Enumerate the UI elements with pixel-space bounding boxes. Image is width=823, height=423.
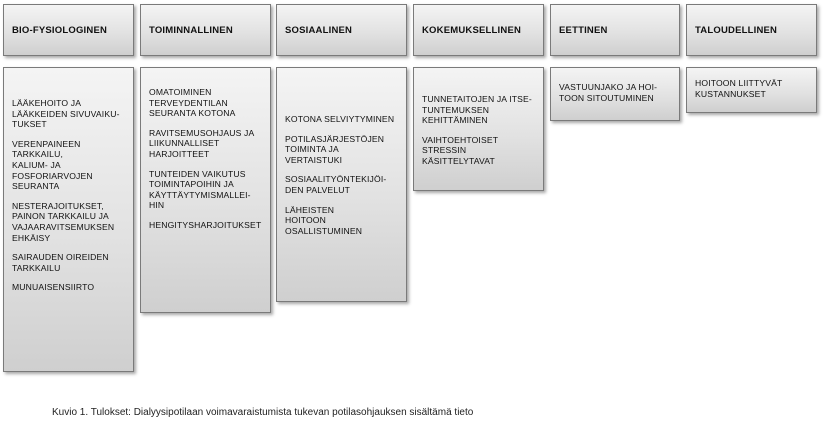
column-header-bio-fysiologinen	[3, 4, 134, 56]
column-header-label: KOKEMUKSELLINEN	[422, 25, 522, 36]
list-item: NESTERAJOITUKSET, PAINON TARKKAILU JA VAJAARAVITSEMUKSEN EHKÄISY	[12, 200, 115, 243]
column-header-sosiaalinen	[276, 4, 407, 56]
list-item: MUNUAISENSIIRTO	[12, 282, 95, 293]
list-item: LÄÄKEHOITO JA LÄÄKKEIDEN SIVUVAIKU- TUKSET	[12, 98, 120, 130]
list-item: VERENPAINEEN TARKKAILU, KALIUM- JA FOSFORIARVOJEN SEURANTA	[12, 138, 93, 192]
column-header-label: EETTINEN	[559, 25, 608, 36]
column-content-bio-fysiologinen	[3, 67, 134, 372]
column-header-label: TOIMINNALLINEN	[149, 25, 233, 36]
list-item: VASTUUNJAKO JA HOI- TOON SITOUTUMINEN	[559, 82, 658, 103]
list-item: SOSIAALITYÖNTEKIJÖI- DEN PALVELUT	[285, 174, 387, 195]
list-item: POTILASJÄRJESTÖJEN TOIMINTA JA VERTAISTUKI	[285, 133, 385, 165]
column-header-eettinen	[550, 4, 680, 56]
column-content-sosiaalinen	[276, 67, 407, 302]
list-item: RAVITSEMUSOHJAUS JA LIIKUNNALLISET HARJOITTEET	[149, 127, 255, 159]
list-item: TUNTEIDEN VAIKUTUS TOIMINTAPOIHIN JA KÄYTTÄYTYMISMALLEI- HIN	[149, 168, 251, 211]
column-content-toiminnallinen	[140, 67, 271, 313]
column-content-taloudellinen	[686, 67, 817, 113]
column-content-eettinen	[550, 67, 680, 121]
list-item: TUNNETAITOJEN JA ITSE- TUNTEMUKSEN KEHITTÄMINEN	[422, 94, 532, 126]
list-item: SAIRAUDEN OIREIDEN TARKKAILU	[12, 252, 109, 273]
column-header-label: TALOUDELLINEN	[695, 25, 778, 36]
column-header-kokemuksellinen	[413, 4, 544, 56]
list-item: OMATOIMINEN TERVEYDENTILAN SEURANTA KOTONA	[149, 87, 236, 119]
column-header-toiminnallinen	[140, 4, 271, 56]
list-item: KOTONA SELVIYTYMINEN	[285, 114, 395, 124]
list-item: HENGITYSHARJOITUKSET	[149, 219, 262, 230]
column-header-label: SOSIAALINEN	[285, 25, 353, 36]
list-item: LÄHEISTEN HOITOON OSALLISTUMINEN	[285, 204, 363, 236]
column-header-taloudellinen	[686, 4, 817, 56]
figure-caption: Kuvio 1. Tulokset: Dialyysipotilaan voimavaraistumista tukevan potilasohjauksen sisältämä tieto	[52, 407, 474, 418]
column-content-kokemuksellinen	[413, 67, 544, 191]
column-header-label: BIO-FYSIOLOGINEN	[12, 25, 108, 36]
list-item: VAIHTOEHTOISET STRESSIN KÄSITTELYTAVAT	[422, 134, 499, 166]
list-item: HOITOON LIITTYVÄT KUSTANNUKSET	[695, 78, 783, 99]
